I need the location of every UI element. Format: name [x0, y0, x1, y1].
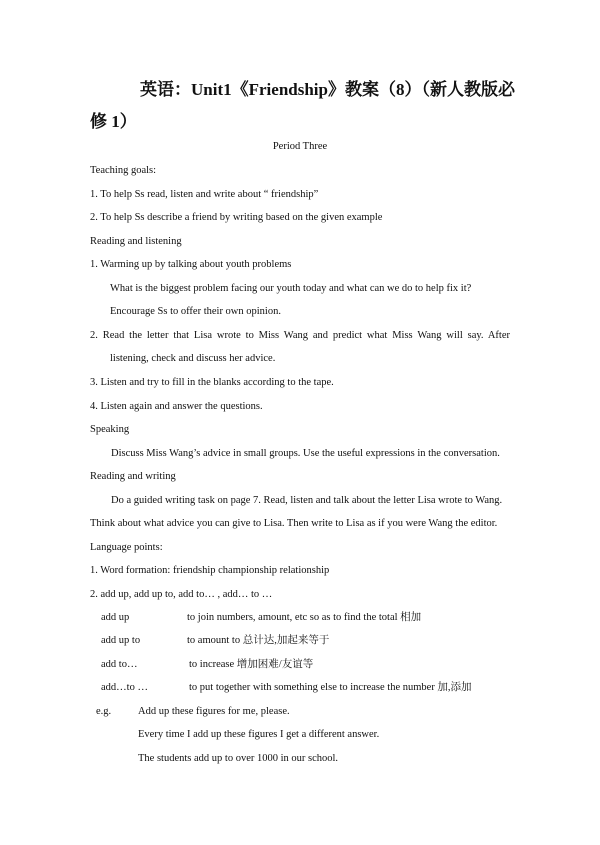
reading-item-1: 1. Warming up by talking about youth problems	[90, 259, 292, 270]
reading-item-4: 4. Listen again and answer the questions.	[90, 401, 263, 412]
phrase-term: add…to …	[101, 682, 148, 693]
goal-item-1: 1. To help Ss read, listen and write about “ friendship”	[90, 189, 319, 200]
reading-item-1-question: What is the biggest problem facing our youth today and what can we do to help fix it?	[110, 283, 472, 294]
example-sentence: Every time I add up these figures I get a different answer.	[138, 729, 380, 740]
reading-heading: Reading and listening	[90, 236, 182, 247]
phrase-term: add up to	[101, 635, 141, 646]
goal-item-2: 2. To help Ss describe a friend by writing based on the given example	[90, 212, 383, 223]
add-up-heading: 2. add up, add up to, add to… , add… to …	[90, 589, 273, 600]
reading-item-2-cont: listening, check and discuss her advice.	[110, 353, 276, 364]
language-heading: Language points:	[90, 542, 163, 553]
document-title	[90, 74, 530, 138]
reading-item-3: 3. Listen and try to fill in the blanks according to the tape.	[90, 377, 334, 388]
speaking-heading: Speaking	[90, 424, 130, 435]
example-sentence: Add up these figures for me, please.	[138, 706, 290, 717]
example-label: e.g.	[96, 706, 112, 717]
title-line-1: 英语：Unit1《Friendship》教案（8）（新人教版必	[140, 80, 515, 99]
phrase-meaning: to increase 增加困难/友谊等	[189, 659, 314, 670]
period-heading: Period Three	[272, 141, 328, 152]
writing-heading: Reading and writing	[90, 471, 176, 482]
phrase-meaning: to amount to 总计达,加起来等于	[187, 635, 330, 646]
title-line-2: 修 1）	[90, 112, 137, 131]
reading-item-1-encourage: Encourage Ss to offer their own opinion.	[110, 306, 281, 317]
writing-text-1: Do a guided writing task on page 7. Read, listen and talk about the letter Lisa wrote to Wang.	[111, 495, 503, 506]
phrase-term: add up	[101, 612, 130, 623]
goals-heading: Teaching goals:	[90, 165, 157, 176]
phrase-term: add to…	[101, 659, 138, 670]
example-sentence: The students add up to over 1000 in our school.	[138, 753, 339, 764]
phrase-meaning: to put together with something else to increase the number 加,添加	[189, 682, 472, 693]
speaking-text: Discuss Miss Wang’s advice in small groups. Use the useful expressions in the conversation.	[111, 448, 500, 459]
reading-item-2: 2. Read the letter that Lisa wrote to Miss Wang and predict what Miss Wang will say. After	[90, 330, 510, 341]
word-formation: 1. Word formation: friendship championship relationship	[90, 565, 330, 576]
writing-text-2: Think about what advice you can give to Lisa. Then write to Lisa as if you were Wang the editor.	[90, 518, 498, 529]
phrase-meaning: to join numbers, amount, etc so as to find the total 相加	[187, 612, 422, 623]
